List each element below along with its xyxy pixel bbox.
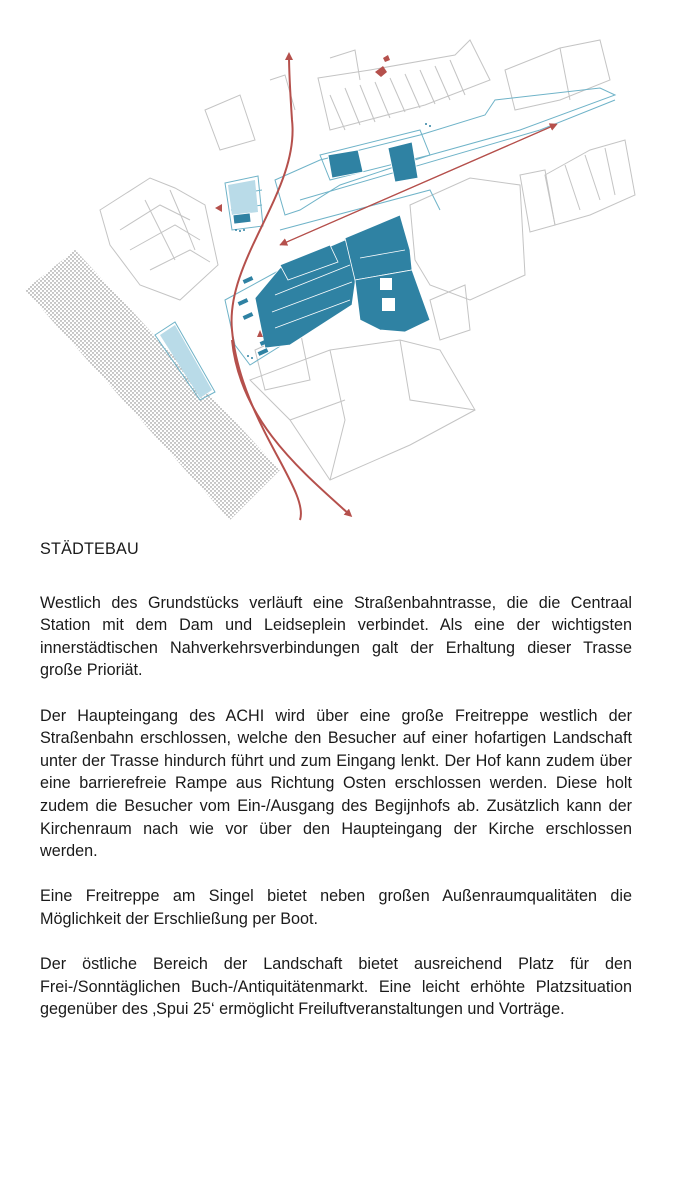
text-section [40, 538, 632, 1043]
paragraph-singel: Eine Freitreppe am Singel bietet neben großen Außenraumqualitäten die Möglichkeit der Erschließung per Boot. [40, 887, 632, 928]
paragraph-entrance: Der Haupteingang des ACHI wird über eine große Freitreppe westlich der Straßenbahn erschlossen, welche den Besucher auf einer hofartigen Landschaft unter der Trasse hindurch führt und zum Eingang lenkt. Der Hof kann zudem über eine barrierefreie Rampe aus Richtung Osten erschlossen werden. Diese holt zudem die Besucher vom Ein-/Ausgang des Begijnhofs ab. Zusätzlich kann der Kirchenraum nach wie vor über den Haupteingang der Kirche erschlossen werden. [40, 706, 632, 861]
paragraph-market: Der östliche Bereich der Landschaft bietet ausreichend Platz für den Frei-/Sonntäglichen Buch-/Antiquitätenmarkt. Eine leicht erhöhte Platzsituation gegenüber des ‚Spui 25‘ ermöglicht Freiluftveranstaltungen und Vorträge. [40, 955, 632, 1019]
entry-triangles [215, 204, 263, 337]
project-buildings [233, 142, 430, 348]
section-heading: STÄDTEBAU [40, 540, 139, 558]
urban-site-plan [0, 0, 675, 530]
paragraph-tram: Westlich des Grundstücks verläuft eine Straßenbahntrasse, die die Centraal Station mit dem Dam und Leidseplein verbindet. Als eine der wichtigsten innerstädtischen Nahverkehrsverbindungen galt der Erhaltung dieser Trasse große Prioriät. [40, 593, 632, 680]
red-markers [375, 55, 390, 77]
